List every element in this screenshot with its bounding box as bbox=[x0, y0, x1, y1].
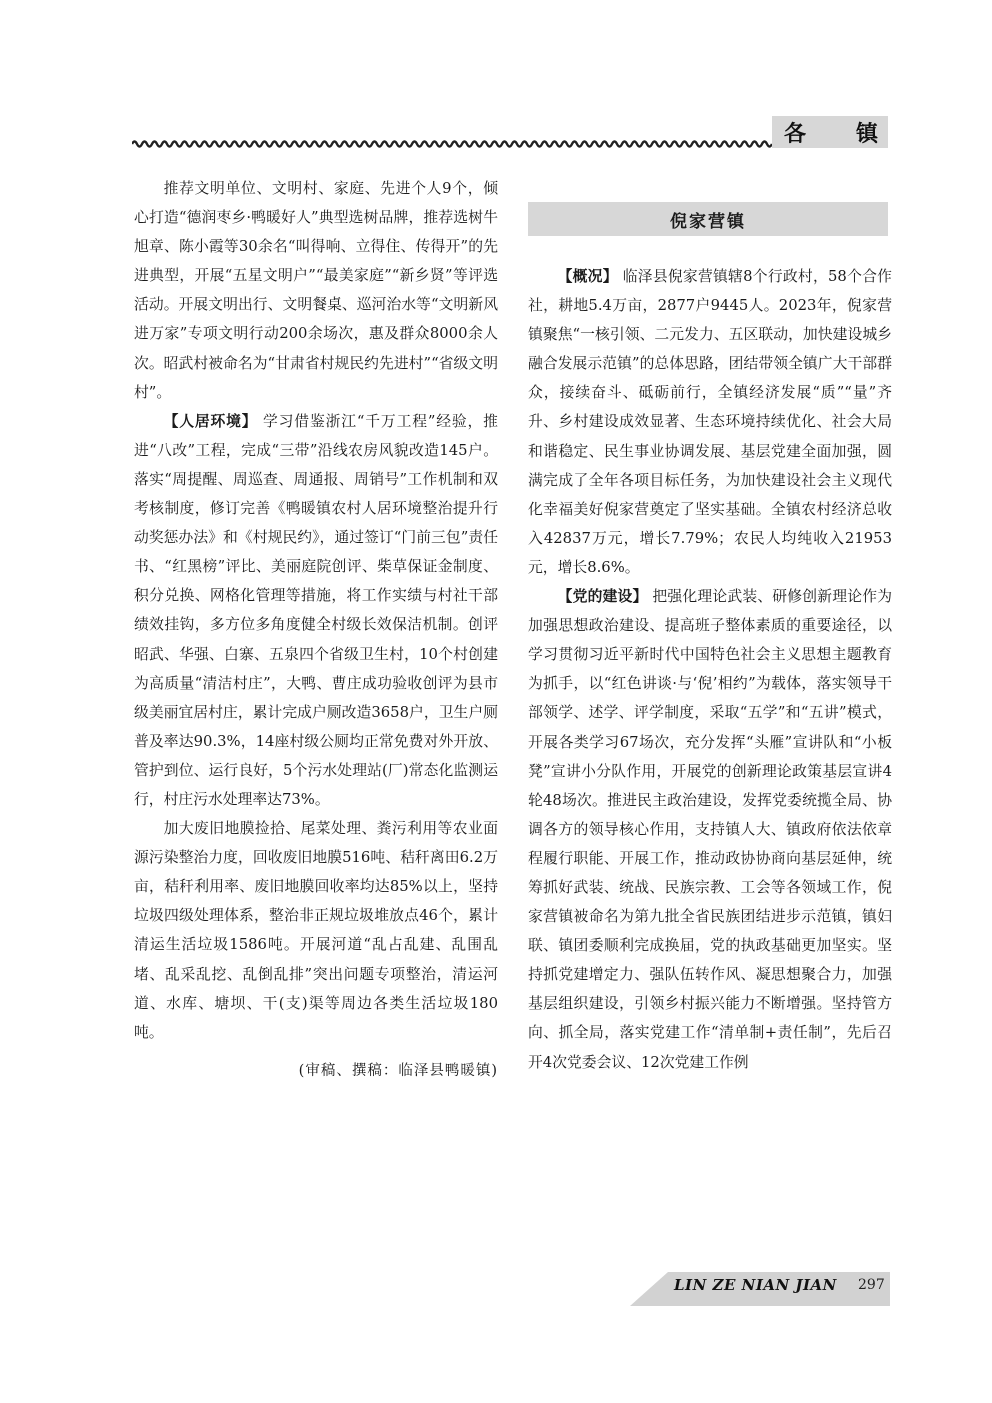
paragraph-overview-body: 临泽县倪家营镇辖8个行政村，58个合作社，耕地5.4万亩，2877户9445人。2023年，倪家营镇聚焦“一核引领、二元发力、五区联动，加快建设城乡融合发展示范镇”的总体思路，团结带领全镇广大干部群众，接续奋斗、砥砺前行，全镇经济发展“质”“量”齐升、乡村建设成效显著、生态环境持续优化、社会大局和谐稳定、民生事业协调发展、基层党建全面加强，圆满完成了全年各项目标任务，为加快建设社会主义现代化幸福美好倪家营奠定了坚实基础。全镇农村经济总收入42837万元，增长7.79%；农民人均纯收入21953元，增长8.6%。 bbox=[528, 268, 892, 576]
paragraph-pollution-control: 加大废旧地膜捡拾、尾菜处理、粪污利用等农业面源污染整治力度，回收废旧地膜516吨、秸秆离田6.2万亩，秸秆利用率、废旧地膜回收率均达85%以上，坚持垃圾四级处理体系，整治非正规垃圾堆放点46个，累计清运生活垃圾1586吨。开展河道“乱占乱建、乱围乱堵、乱采乱挖、乱倒乱排”突出问题专项整治，清运河道、水库、塘坝、干(支)渠等周边各类生活垃圾180吨。 bbox=[134, 820, 498, 1041]
paragraph-civilization: 推荐文明单位、文明村、家庭、先进个人9个，倾心打造“德润枣乡·鸭暖好人”典型选树品牌，推荐选树牛旭章、陈小霞等30余名“叫得响、立得住、传得开”的先进典型，开展“五星文明户”“最美家庭”“新乡贤”等评选活动。开展文明出行、文明餐桌、巡河治水等“文明新风进万家”专项文明行动200余场次，惠及群众8000余人次。昭武村被命名为“甘肃省村规民约先进村”“省级文明村”。 bbox=[134, 180, 498, 401]
section-header-box bbox=[772, 116, 888, 148]
paragraph-party-building-body: 把强化理论武装、研修创新理论作为加强思想政治建设、提高班子整体素质的重要途径，以学习贯彻习近平新时代中国特色社会主义思想主题教育为抓手，以“红色讲谈·与‘倪’相约”为载体，落实领导干部领学、述学、评学制度，采取“五学”和“五讲”模式，开展各类学习67场次，充分发挥“头雁”宣讲队和“小板凳”宣讲小分队作用，开展党的创新理论政策基层宣讲4轮48场次。推进民主政治建设，发挥党委统揽全局、协调各方的领导核心作用，支持镇人大、镇政府依法依章程履行职能、开展工作，推动政协协商向基层延伸，统筹抓好武装、统战、民族宗教、工会等各领域工作，倪家营镇被命名为第九批全省民族团结进步示范镇，镇妇联、镇团委顺利完成换届，党的执政基础更加坚实。坚持抓党建增定力、强队伍转作风、凝思想聚合力，加强基层组织建设，引领乡村振兴能力不断增强。坚持管方向、抓全局，落实党建工作“清单制+责任制”，先后召开4次党委会议、12次党建工作例 bbox=[528, 588, 892, 1071]
section-header-char-2: 镇 bbox=[855, 121, 878, 147]
paragraph-living-environment bbox=[134, 407, 498, 814]
town-section-title: 倪家营镇 bbox=[670, 211, 746, 232]
page-number: 297 bbox=[858, 1277, 885, 1293]
section-header-char-1: 各 bbox=[784, 121, 807, 147]
section-tag-living-environment: 【人居环境】 bbox=[163, 412, 258, 430]
section-tag-overview: 【概况】 bbox=[557, 268, 618, 285]
journal-name: LIN ZE NIAN JIAN bbox=[674, 1276, 837, 1294]
author-signature: (审稿、撰稿：临泽县鸭暖镇) bbox=[298, 1062, 498, 1079]
header-wavy-rule bbox=[132, 138, 772, 152]
page-footer bbox=[630, 1272, 890, 1306]
left-column bbox=[134, 174, 498, 1086]
paragraph-party-building bbox=[528, 582, 892, 1077]
paragraph-living-environment-body: 学习借鉴浙江“千万工程”经验，推进“八改”工程，完成“三带”沿线农房风貌改造145户。落实“周提醒、周巡查、周通报、周销号”工作机制和双考核制度，修订完善《鸭暖镇农村人居环境整治提升行动奖惩办法》和《村规民约》，通过签订“门前三包”责任书、“红黑榜”评比、美丽庭院创评、柴草保证金制度、积分兑换、网格化管理等措施，将工作实绩与村社干部绩效挂钩，多方位多角度健全村级长效保洁机制。创评昭武、华强、白寨、五泉四个省级卫生村，10个村创建为高质量“清洁村庄”，大鸭、曹庄成功验收创评为县市级美丽宜居村庄，累计完成户厕改造3658户，卫生户厕普及率达90.3%，14座村级公厕均正常免费对外开放、管护到位、运行良好，5个污水处理站(厂)常态化监测运行，村庄污水处理率达73%。 bbox=[134, 412, 498, 808]
town-section-title-bar bbox=[528, 202, 888, 236]
right-column bbox=[528, 262, 892, 1077]
section-tag-party-building: 【党的建设】 bbox=[557, 588, 648, 606]
paragraph-overview bbox=[528, 262, 892, 582]
